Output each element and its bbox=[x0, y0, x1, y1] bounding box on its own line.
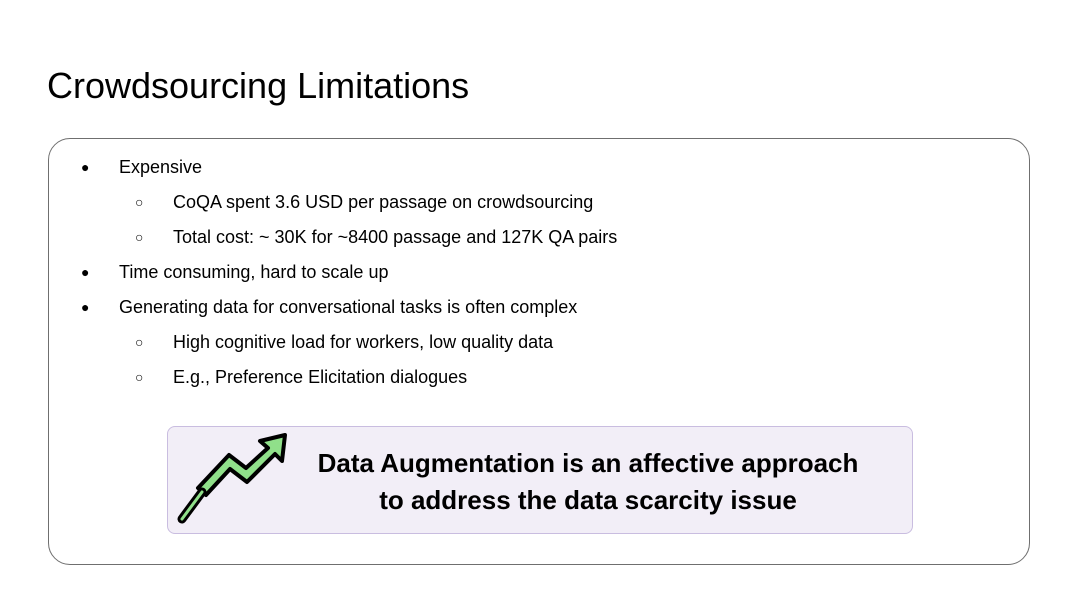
bullet-text: Expensive bbox=[119, 157, 203, 177]
sub-bullet-text: E.g., Preference Elicitation dialogues bbox=[173, 367, 468, 387]
sub-bullet-marker: ○ bbox=[135, 194, 144, 210]
bullet-marker: ● bbox=[81, 299, 90, 315]
bullet-item bbox=[81, 295, 578, 319]
bullet-marker: ● bbox=[81, 264, 90, 280]
sub-bullet-item bbox=[135, 225, 618, 249]
slide-title: Crowdsourcing Limitations bbox=[47, 65, 470, 106]
sub-bullet-text: Total cost: ~ 30K for ~8400 passage and 127K QA pairs bbox=[173, 227, 618, 247]
callout-line-2: to address the data scarcity issue bbox=[379, 485, 797, 515]
sub-bullet-marker: ○ bbox=[135, 334, 144, 350]
bullet-item bbox=[81, 155, 203, 179]
sub-bullet-text: CoQA spent 3.6 USD per passage on crowdsourcing bbox=[173, 192, 594, 212]
sub-bullet-item bbox=[135, 365, 468, 389]
bullet-item bbox=[81, 260, 389, 284]
callout-box bbox=[167, 426, 913, 534]
callout-message bbox=[288, 445, 888, 519]
sub-bullet-text: High cognitive load for workers, low quality data bbox=[173, 332, 554, 352]
sub-bullet-marker: ○ bbox=[135, 229, 144, 245]
sub-bullet-marker: ○ bbox=[135, 369, 144, 385]
sub-bullet-item bbox=[135, 190, 594, 214]
callout-line-1: Data Augmentation is an affective approach bbox=[317, 448, 859, 478]
sub-bullet-item bbox=[135, 330, 554, 354]
bullet-text: Generating data for conversational tasks is often complex bbox=[119, 297, 578, 317]
bullet-text: Time consuming, hard to scale up bbox=[119, 262, 389, 282]
bullet-marker: ● bbox=[81, 159, 90, 175]
trending-up-arrow-icon bbox=[172, 431, 292, 531]
